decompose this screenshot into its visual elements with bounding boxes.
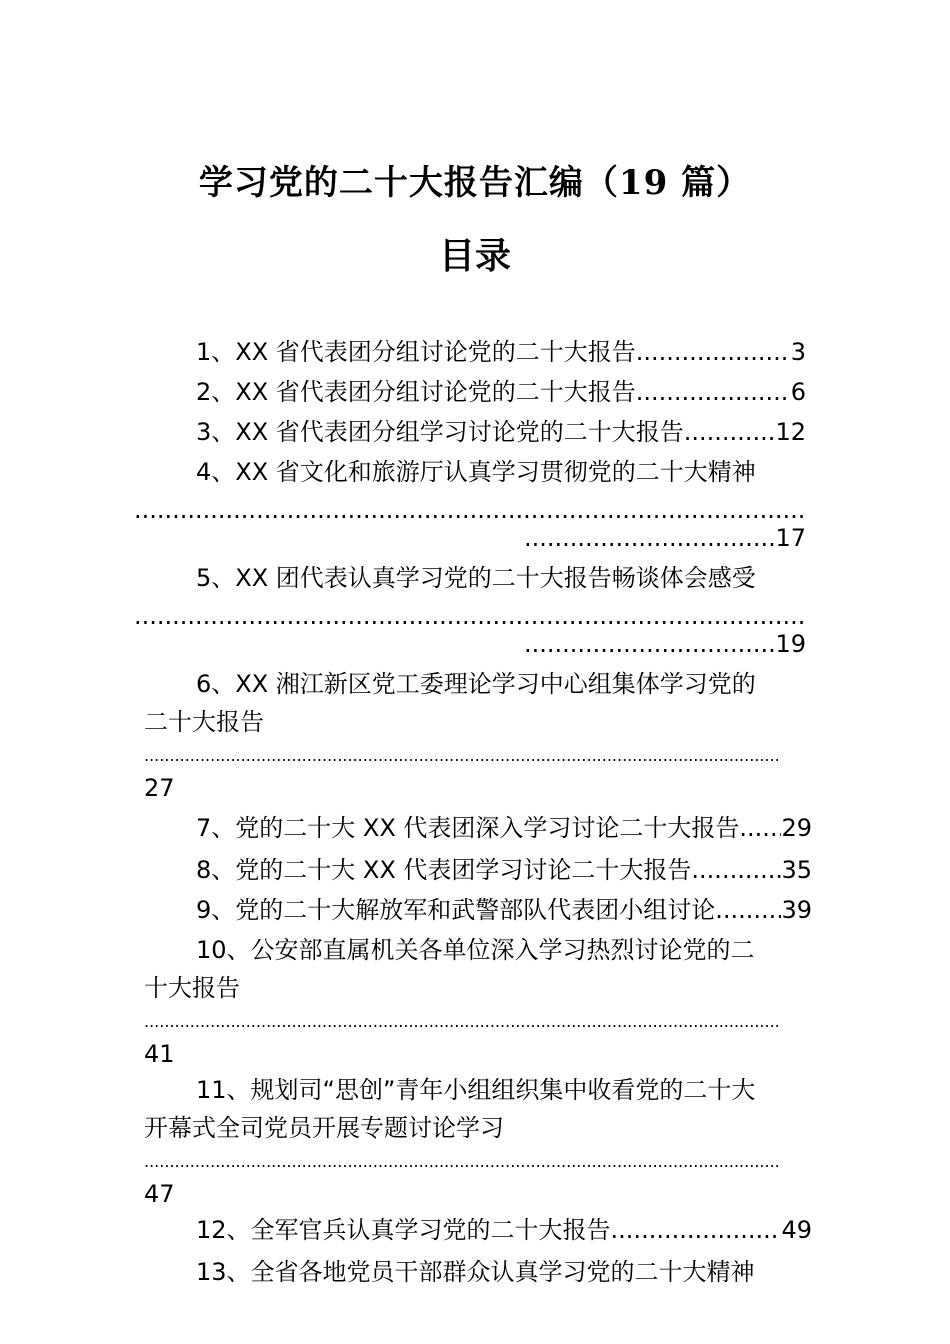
toc-page-number: 29 bbox=[781, 814, 812, 842]
leader-dots bbox=[524, 522, 775, 554]
toc-entry-8[interactable] bbox=[196, 854, 812, 886]
toc-page-number: 3 bbox=[790, 338, 806, 366]
leader-dots bbox=[144, 1006, 778, 1038]
toc-entry-7[interactable] bbox=[196, 812, 812, 844]
toc-entry-1[interactable] bbox=[196, 336, 806, 368]
toc-page-number: 27 bbox=[144, 774, 175, 802]
leader-dots bbox=[715, 894, 781, 926]
toc-entry-title: 5、XX 团代表认真学习党的二十大报告畅谈体会感受 bbox=[196, 564, 756, 592]
toc-entry-page-line bbox=[524, 522, 806, 554]
toc-entry-page-line bbox=[524, 628, 806, 660]
toc-page-number: 35 bbox=[781, 856, 812, 884]
toc-entry-title-line2: 开幕式全司党员开展专题讨论学习 bbox=[144, 1114, 504, 1142]
toc-entry-title-line1: 10、公安部直属机关各单位深入学习热烈讨论党的二 bbox=[196, 936, 755, 964]
toc-entry-title: 4、XX 省文化和旅游厅认真学习贯彻党的二十大精神 bbox=[196, 458, 756, 486]
toc-heading: 目录 bbox=[438, 235, 511, 277]
leader-dots bbox=[684, 416, 776, 448]
toc-entry-title-line2: 十大报告 bbox=[144, 974, 240, 1002]
toc-page-number: 12 bbox=[775, 418, 806, 446]
toc-page-number: 19 bbox=[775, 630, 806, 658]
toc-entry-title: 7、党的二十大 XX 代表团深入学习讨论二十大报告 bbox=[196, 814, 740, 842]
toc-entry-title: 13、全省各地党员干部群众认真学习党的二十大精神 bbox=[196, 1258, 755, 1286]
document-title: 学习党的二十大报告汇编（19 篇） bbox=[198, 163, 752, 203]
toc-page-number: 39 bbox=[781, 896, 812, 924]
toc-entry-3[interactable] bbox=[196, 416, 806, 448]
toc-page-number: 47 bbox=[144, 1180, 175, 1208]
toc-entry-title: 2、XX 省代表团分组讨论党的二十大报告 bbox=[196, 378, 636, 406]
toc-entry-title-line2: 二十大报告 bbox=[144, 708, 264, 736]
toc-entry-title: 8、党的二十大 XX 代表团学习讨论二十大报告 bbox=[196, 856, 692, 884]
toc-entry-title: 1、XX 省代表团分组讨论党的二十大报告 bbox=[196, 338, 636, 366]
leader-dots bbox=[636, 376, 791, 408]
toc-entry-title: 12、全军官兵认真学习党的二十大报告 bbox=[196, 1216, 611, 1244]
leader-dots bbox=[636, 336, 791, 368]
leader-dots bbox=[739, 812, 781, 844]
toc-page-number: 6 bbox=[790, 378, 806, 406]
toc-page-number: 49 bbox=[781, 1216, 812, 1244]
leader-dots bbox=[144, 1146, 778, 1178]
toc-entry-title: 9、党的二十大解放军和武警部队代表团小组讨论 bbox=[196, 896, 716, 924]
leader-dots bbox=[524, 628, 775, 660]
toc-entry-title-line1: 11、规划司“思创”青年小组组织集中收看党的二十大 bbox=[196, 1076, 756, 1104]
leader-dots bbox=[611, 1214, 782, 1246]
toc-entry-title-line1: 6、XX 湘江新区党工委理论学习中心组集体学习党的 bbox=[196, 670, 756, 698]
toc-entry-9[interactable] bbox=[196, 894, 812, 926]
leader-dots bbox=[691, 854, 781, 886]
toc-entry-2[interactable] bbox=[196, 376, 806, 408]
toc-page-number: 17 bbox=[775, 524, 806, 552]
leader-dots bbox=[144, 740, 778, 772]
toc-entry-title: 3、XX 省代表团分组学习讨论党的二十大报告 bbox=[196, 418, 684, 446]
toc-page-number: 41 bbox=[144, 1040, 175, 1068]
toc-entry-12[interactable] bbox=[196, 1214, 812, 1246]
